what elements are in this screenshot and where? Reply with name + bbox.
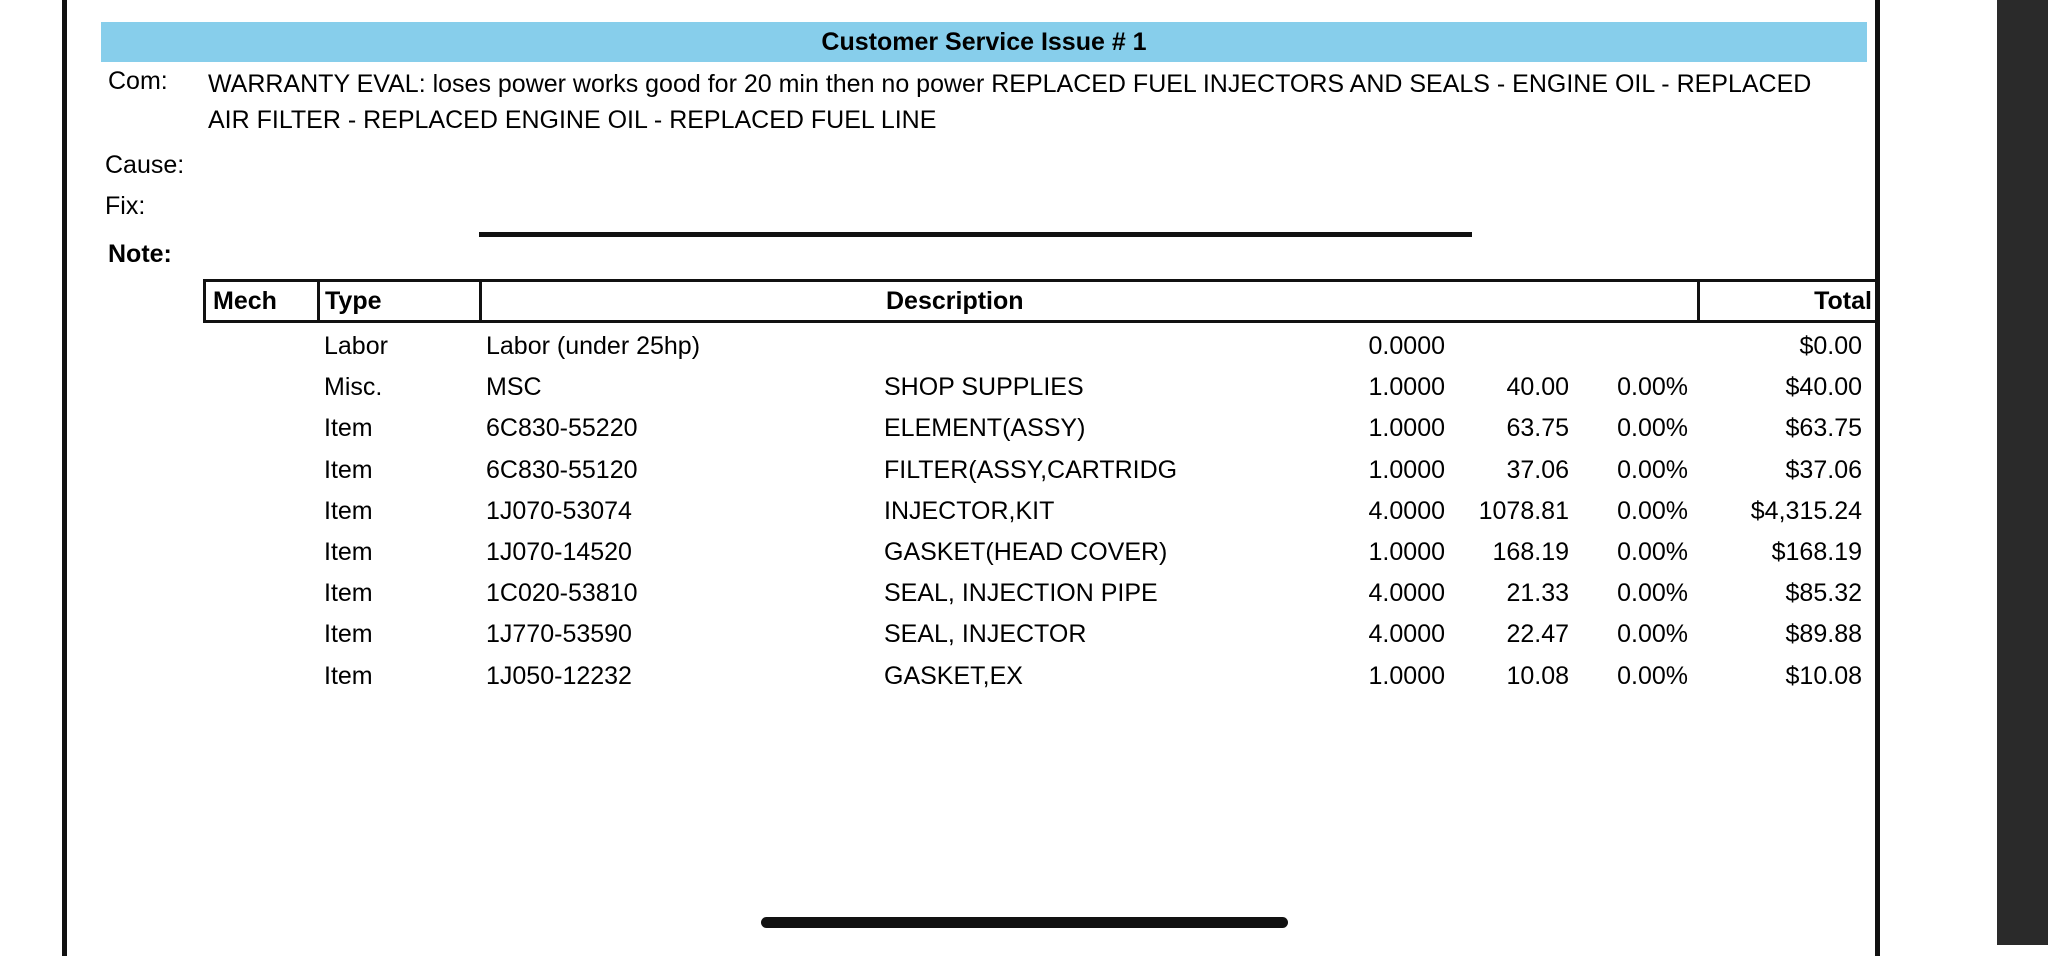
fix-label: Fix: — [105, 192, 146, 220]
type-cell: Item — [324, 579, 373, 608]
header-divider — [317, 282, 320, 320]
description-cell: GASKET(HEAD COVER) — [884, 537, 1168, 566]
unit-price-cell: 1078.81 — [1478, 496, 1569, 525]
discount-cell: 0.00% — [1617, 496, 1688, 525]
document-title — [101, 22, 1867, 62]
quantity-cell: 4.0000 — [1368, 620, 1445, 649]
header-divider — [479, 282, 482, 320]
discount-cell: 0.00% — [1617, 579, 1688, 608]
type-cell: Item — [324, 537, 373, 566]
com-label: Com: — [108, 67, 168, 95]
home-indicator — [761, 917, 1288, 928]
discount-cell: 0.00% — [1617, 661, 1688, 690]
type-cell: Labor — [324, 332, 388, 360]
description-cell: ELEMENT(ASSY) — [884, 414, 1086, 443]
table-row — [0, 614, 2048, 655]
table-row — [0, 573, 2048, 614]
signature-line — [479, 232, 1472, 237]
table-row — [0, 656, 2048, 697]
total-cell: $0.00 — [1799, 332, 1862, 360]
discount-cell: 0.00% — [1617, 620, 1688, 649]
table-row — [0, 532, 2048, 573]
quantity-cell: 1.0000 — [1368, 455, 1445, 484]
total-cell: $37.06 — [1785, 455, 1862, 484]
part-code-cell: 6C830-55220 — [486, 414, 638, 443]
table-row — [0, 450, 2048, 491]
discount-cell: 0.00% — [1617, 455, 1688, 484]
header-mech: Mech — [213, 287, 277, 315]
part-code-cell: 1J770-53590 — [486, 620, 632, 649]
unit-price-cell: 21.33 — [1506, 579, 1569, 608]
quantity-cell: 1.0000 — [1368, 537, 1445, 566]
quantity-cell: 4.0000 — [1368, 579, 1445, 608]
unit-price-cell: 22.47 — [1506, 620, 1569, 649]
unit-price-cell: 40.00 — [1506, 373, 1569, 402]
type-cell: Item — [324, 496, 373, 525]
quantity-cell: 1.0000 — [1368, 414, 1445, 443]
line-items — [0, 326, 2048, 697]
unit-price-cell: 63.75 — [1506, 414, 1569, 443]
table-row — [0, 491, 2048, 532]
quantity-cell: 1.0000 — [1368, 661, 1445, 690]
discount-cell: 0.00% — [1617, 537, 1688, 566]
part-code-cell: MSC — [486, 373, 542, 402]
quantity-cell: 4.0000 — [1368, 496, 1445, 525]
description-cell: GASKET,EX — [884, 661, 1023, 690]
type-cell: Item — [324, 620, 373, 649]
header-total: Total — [1814, 287, 1872, 315]
discount-cell: 0.00% — [1617, 414, 1688, 443]
quantity-cell: 1.0000 — [1368, 373, 1445, 402]
part-code-cell: 6C830-55120 — [486, 455, 638, 484]
part-code-cell: 1J070-14520 — [486, 537, 632, 566]
part-code-cell: 1C020-53810 — [486, 579, 638, 608]
complaint-text: WARRANTY EVAL: loses power works good for 20 min then no power REPLACED FUEL INJECTORS AND SEALS - ENGINE OIL - REPLACED AIR FILTER - REPLACED ENGINE OIL - REPLACED FUEL LINE — [208, 70, 1812, 134]
type-cell: Misc. — [324, 373, 383, 402]
description-cell: SEAL, INJECTION PIPE — [884, 579, 1158, 608]
description-cell: SHOP SUPPLIES — [884, 373, 1084, 402]
total-cell: $168.19 — [1771, 537, 1862, 566]
discount-cell: 0.00% — [1617, 373, 1688, 402]
description-cell: FILTER(ASSY,CARTRIDG — [884, 455, 1178, 484]
description-cell: SEAL, INJECTOR — [884, 620, 1087, 649]
cause-label: Cause: — [105, 151, 185, 179]
table-header — [203, 279, 1879, 323]
title-text: Customer Service Issue # 1 — [821, 27, 1147, 56]
unit-price-cell: 37.06 — [1506, 455, 1569, 484]
part-code-cell: Labor (under 25hp) — [486, 332, 701, 360]
table-row — [0, 408, 2048, 449]
part-code-cell: 1J070-53074 — [486, 496, 632, 525]
table-row — [0, 367, 2048, 408]
description-cell: INJECTOR,KIT — [884, 496, 1055, 525]
total-cell: $85.32 — [1785, 579, 1862, 608]
type-cell: Item — [324, 414, 373, 443]
total-cell: $63.75 — [1785, 414, 1862, 443]
header-divider — [1697, 282, 1700, 320]
part-code-cell: 1J050-12232 — [486, 661, 632, 690]
type-cell: Item — [324, 455, 373, 484]
table-row — [0, 326, 2048, 367]
quantity-cell: 0.0000 — [1368, 332, 1445, 360]
total-cell: $4,315.24 — [1750, 496, 1862, 525]
note-label: Note: — [108, 240, 172, 268]
unit-price-cell: 10.08 — [1506, 661, 1569, 690]
type-cell: Item — [324, 661, 373, 690]
header-description: Description — [886, 287, 1024, 315]
header-type: Type — [325, 287, 382, 315]
total-cell: $40.00 — [1785, 373, 1862, 402]
total-cell: $89.88 — [1785, 620, 1862, 649]
unit-price-cell: 168.19 — [1492, 537, 1569, 566]
total-cell: $10.08 — [1785, 661, 1862, 690]
